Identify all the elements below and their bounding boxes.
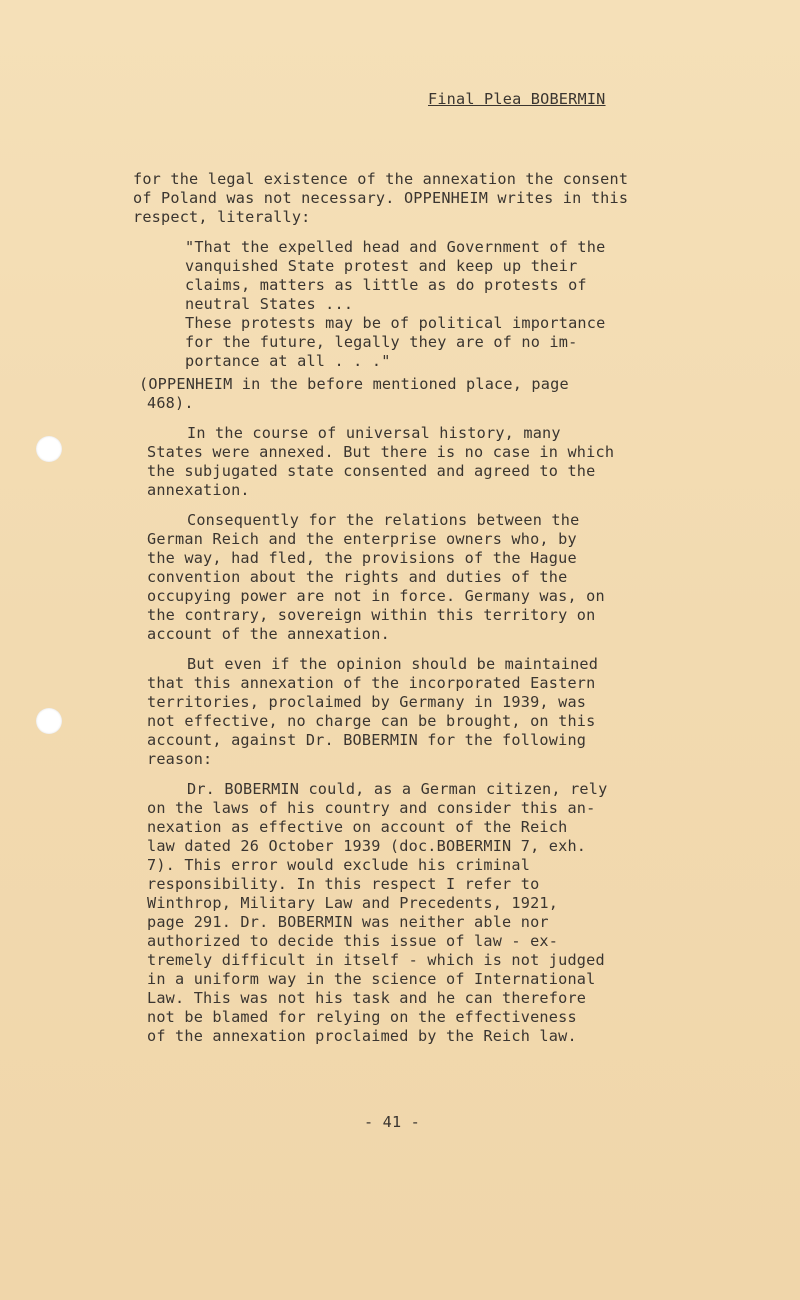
text-line: reason: (147, 750, 213, 768)
text-line: not effective, no charge can be brought, on this (147, 712, 596, 730)
text-line: But even if the opinion should be maintained (187, 655, 599, 673)
punch-hole (36, 436, 62, 462)
quote-line: neutral States ... (185, 295, 354, 313)
text-line: Law. This was not his task and he can therefore (147, 989, 587, 1007)
text-line: for the legal existence of the annexation the consent (133, 170, 629, 188)
quote-line: for the future, legally they are of no im- (185, 333, 578, 351)
text-line: in a uniform way in the science of International (147, 970, 596, 988)
text-line: States were annexed. But there is no case in which (147, 443, 615, 461)
text-line: occupying power are not in force. Germany was, on (147, 587, 605, 605)
text-line: Dr. BOBERMIN could, as a German citizen, rely (187, 780, 608, 798)
text-line: the subjugated state consented and agreed to the (147, 462, 596, 480)
text-line: German Reich and the enterprise owners who, by (147, 530, 577, 548)
citation-line: 468). (147, 394, 194, 412)
quote-line: portance at all . . ." (185, 352, 391, 370)
text-line: Winthrop, Military Law and Precedents, 1921, (147, 894, 559, 912)
text-line: Consequently for the relations between the (187, 511, 580, 529)
text-line: responsibility. In this respect I refer to (147, 875, 540, 893)
text-line: not be blamed for relying on the effectiveness (147, 1008, 577, 1026)
text-line: 7). This error would exclude his criminal (147, 856, 531, 874)
text-line: account, against Dr. BOBERMIN for the following (147, 731, 587, 749)
text-line: respect, literally: (133, 208, 311, 226)
text-line: authorized to decide this issue of law - ex- (147, 932, 559, 950)
text-line: of the annexation proclaimed by the Reich law. (147, 1027, 577, 1045)
text-line: annexation. (147, 481, 250, 499)
text-line: nexation as effective on account of the Reich (147, 818, 568, 836)
quote-line: These protests may be of political importance (185, 314, 606, 332)
document-body (133, 170, 683, 1046)
punch-hole (36, 708, 62, 734)
text-line: the way, had fled, the provisions of the Hague (147, 549, 577, 567)
text-line: territories, proclaimed by Germany in 1939, was (147, 693, 587, 711)
quote-line: "That the expelled head and Government of the (185, 238, 606, 256)
text-line: In the course of universal history, many (187, 424, 561, 442)
text-line: of Poland was not necessary. OPPENHEIM writes in this (133, 189, 629, 207)
text-line: page 291. Dr. BOBERMIN was neither able nor (147, 913, 549, 931)
text-line: law dated 26 October 1939 (doc.BOBERMIN 7, exh. (147, 837, 587, 855)
citation-line: (OPPENHEIM in the before mentioned place, page (139, 375, 569, 393)
text-line: convention about the rights and duties of the (147, 568, 568, 586)
text-line: that this annexation of the incorporated Eastern (147, 674, 596, 692)
text-line: account of the annexation. (147, 625, 390, 643)
page-header: Final Plea BOBERMIN (428, 90, 606, 108)
quote-line: claims, matters as little as do protests of (185, 276, 587, 294)
page-number: - 41 - (363, 1113, 421, 1131)
text-line: the contrary, sovereign within this territory on (147, 606, 596, 624)
quote-line: vanquished State protest and keep up their (185, 257, 578, 275)
text-line: tremely difficult in itself - which is not judged (147, 951, 605, 969)
text-line: on the laws of his country and consider this an- (147, 799, 596, 817)
